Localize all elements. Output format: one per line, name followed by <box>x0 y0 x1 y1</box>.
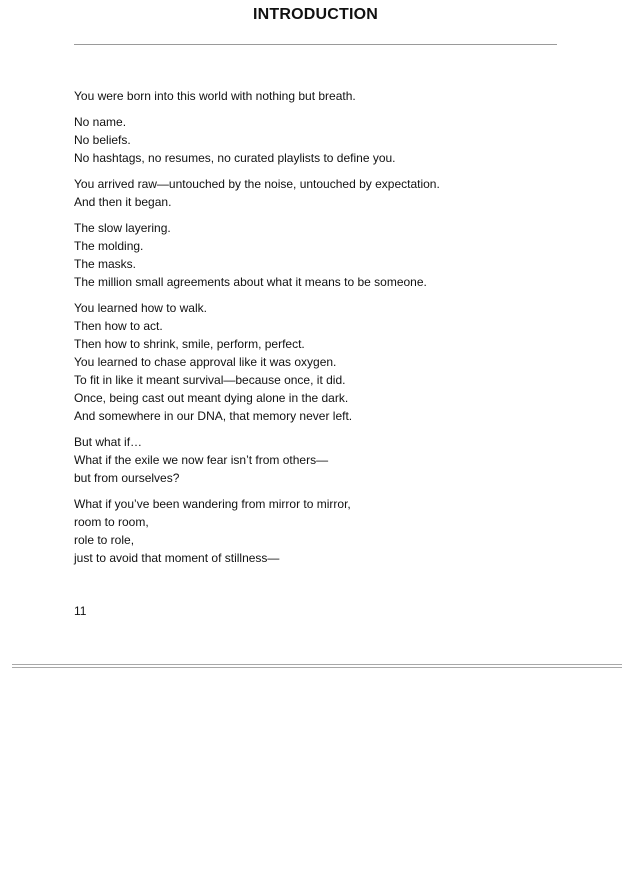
text-line: No beliefs. <box>74 133 131 147</box>
text-line: What if you’ve been wandering from mirror to mirror, <box>74 497 351 511</box>
text-line: And then it began. <box>74 195 172 209</box>
stanza <box>74 219 574 291</box>
text-line: And somewhere in our DNA, that memory never left. <box>74 409 353 423</box>
text-line: You arrived raw—untouched by the noise, untouched by expectation. <box>74 177 440 191</box>
text-line: but from ourselves? <box>74 471 180 485</box>
title-divider <box>74 44 557 45</box>
stanza <box>74 433 574 487</box>
stanza <box>74 87 574 105</box>
text-line: You learned how to walk. <box>74 301 207 315</box>
text-line: Then how to act. <box>74 319 163 333</box>
text-line: The masks. <box>74 257 137 271</box>
page-separator <box>12 664 622 668</box>
text-line: Then how to shrink, smile, perform, perfect. <box>74 337 305 351</box>
page-title: INTRODUCTION <box>252 6 379 23</box>
stanza <box>74 495 574 567</box>
stanza <box>74 113 574 167</box>
text-line: The million small agreements about what it means to be someone. <box>74 275 427 289</box>
text-line: The slow layering. <box>74 221 171 235</box>
text-line: No name. <box>74 115 127 129</box>
text-line: But what if… <box>74 435 143 449</box>
body-text <box>74 87 574 575</box>
text-line: just to avoid that moment of stillness— <box>74 551 280 565</box>
text-line: Once, being cast out meant dying alone in the dark. <box>74 391 349 405</box>
text-line: No hashtags, no resumes, no curated playlists to define you. <box>74 151 396 165</box>
stanza <box>74 299 574 425</box>
text-line: You were born into this world with nothing but breath. <box>74 89 356 103</box>
text-line: role to role, <box>74 533 135 547</box>
text-line: You learned to chase approval like it was oxygen. <box>74 355 337 369</box>
text-line: The molding. <box>74 239 144 253</box>
text-line: What if the exile we now fear isn’t from others— <box>74 453 329 467</box>
page-number: 11 <box>74 604 87 618</box>
stanza <box>74 175 574 211</box>
text-line: To fit in like it meant survival—because once, it did. <box>74 373 346 387</box>
text-line: room to room, <box>74 515 149 529</box>
